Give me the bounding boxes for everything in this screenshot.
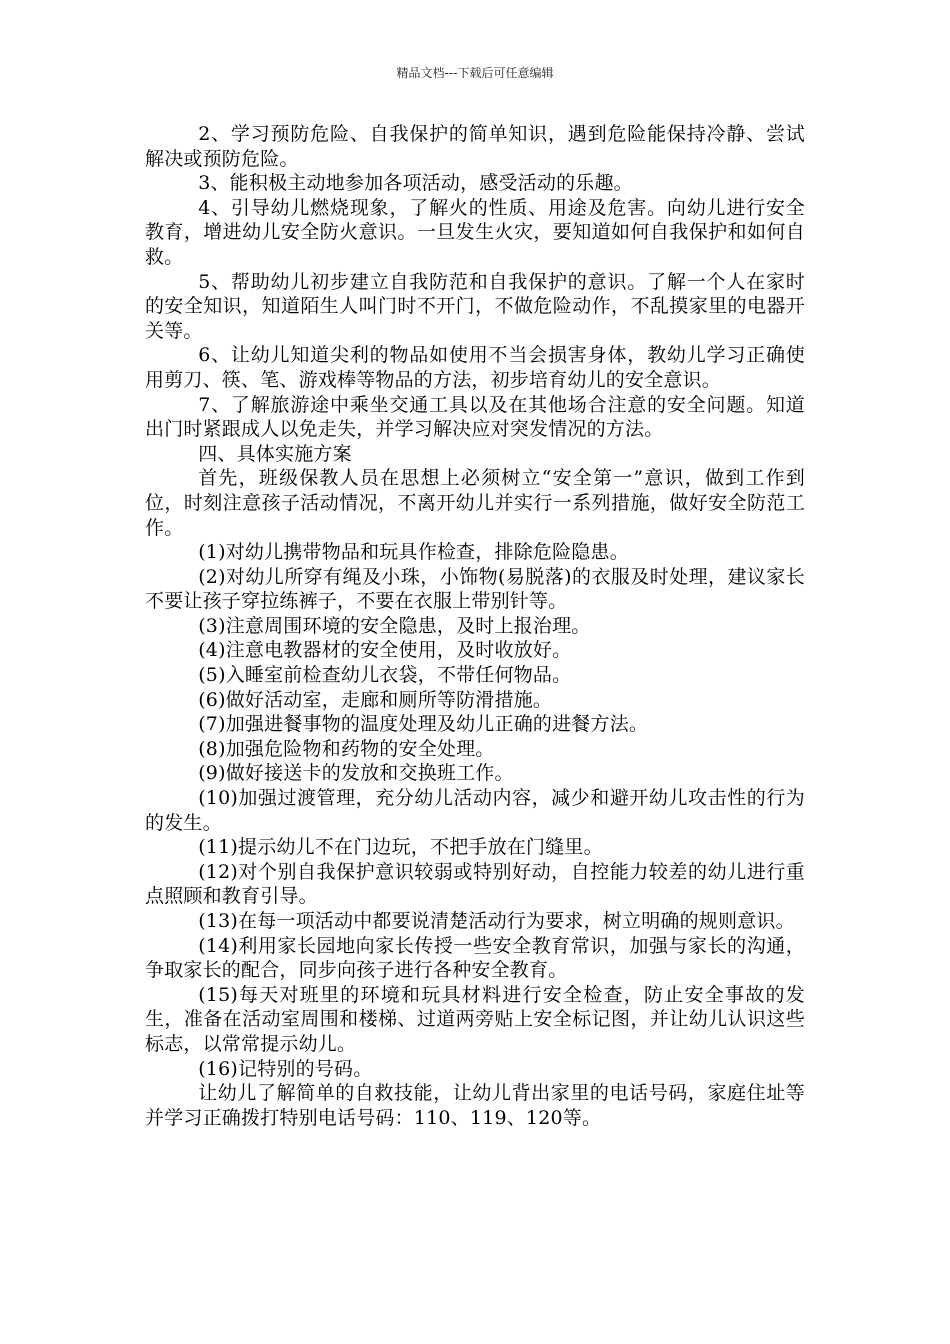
list-item-5: (5)入睡室前检查幼儿衣袋，不带任何物品。 [198,664,572,687]
list-item-6: (6)做好活动室，走廊和厕所等防滑措施。 [198,688,553,711]
list-item-8: (8)加强危险物和药物的安全处理。 [198,737,495,760]
list-item-7: (7)加强进餐事物的温度处理及幼儿正确的进餐方法。 [198,713,649,736]
list-item-10: (10)加强过渡管理，充分幼儿活动内容，减少和避开幼儿攻击性的行为的发生。 [145,787,805,834]
section-heading-implementation: 四、具体实施方案 [198,442,352,465]
paragraph-goal-7: 7、了解旅游途中乘坐交通工具以及在其他场合注意的安全问题。知道出门时紧跟成人以免走失，并学习解决应对突发情况的方法。 [145,393,805,441]
paragraph-goal-6: 6、让幼儿知道尖利的物品如使用不当会损害身体，教幼儿学习正确使用剪刀、筷、笔、游戏棒等物品的方法，初步培育幼儿的安全意识。 [145,344,805,391]
list-item-9: (9)做好接送卡的发放和交换班工作。 [198,762,514,785]
list-item-4: (4)注意电教器材的安全使用，及时收放好。 [198,639,572,662]
list-item-3: (3)注意周围环境的安全隐患，及时上报治理。 [198,614,591,637]
list-item-1: (1)对幼儿携带物品和玩具作检查，排除危险隐患。 [198,541,629,564]
paragraph-goal-4: 4、引导幼儿燃烧现象，了解火的性质、用途及危害。向幼儿进行安全教育，增进幼儿安全防火意识。一旦发生火灾，要知道如何自我保护和如何自救。 [145,196,805,268]
list-item-15: (15)每天对班里的环境和玩具材料进行安全检查，防止安全事故的发生，准备在活动室周围和楼梯、过道两旁贴上安全标记图，并让幼儿认识这些标志，以常常提示幼儿。 [145,983,805,1055]
document-body [145,122,805,1130]
list-item-12: (12)对个别自我保护意识较弱或特别好动，自控能力较差的幼儿进行重点照顾和教育引导。 [145,860,805,908]
list-item-16: (16)记特别的号码。 [198,1057,373,1080]
paragraph-goal-3: 3、能积极主动地参加各项活动，感受活动的乐趣。 [198,172,633,195]
paragraph-goal-2: 2、学习预防危险、自我保护的简单知识，遇到危险能保持冷静、尝试解决或预防危险。 [145,123,805,170]
list-item-14: (14)利用家长园地向家长传授一些安全教育常识，加强与家长的沟通，争取家长的配合，同步向孩子进行各种安全教育。 [145,934,805,982]
page-header: 精品文档---下载后可任意编辑 [396,66,554,80]
list-item-11: (11)提示幼儿不在门边玩，不把手放在门缝里。 [198,836,603,859]
list-item-2: (2)对幼儿所穿有绳及小珠，小饰物(易脱落)的衣服及时处理，建议家长不要让孩子穿拉练裤子，不要在衣服上带别针等。 [145,565,805,613]
paragraph-intro: 首先，班级保教人员在思想上必须树立“安全第一”意识，做到工作到位，时刻注意孩子活动情况，不离开幼儿并实行一系列措施，做好安全防范工作。 [145,467,805,539]
list-item-13: (13)在每一项活动中都要说清楚活动行为要求，树立明确的规则意识。 [198,910,795,932]
paragraph-goal-5: 5、帮助幼儿初步建立自我防范和自我保护的意识。了解一个人在家时的安全知识，知道陌生人叫门时不开门，不做危险动作，不乱摸家里的电器开关等。 [145,270,805,342]
paragraph-closing: 让幼儿了解简单的自救技能，让幼儿背出家里的电话号码，家庭住址等并学习正确拨打特别电话号码：110、119、120等。 [145,1082,805,1129]
